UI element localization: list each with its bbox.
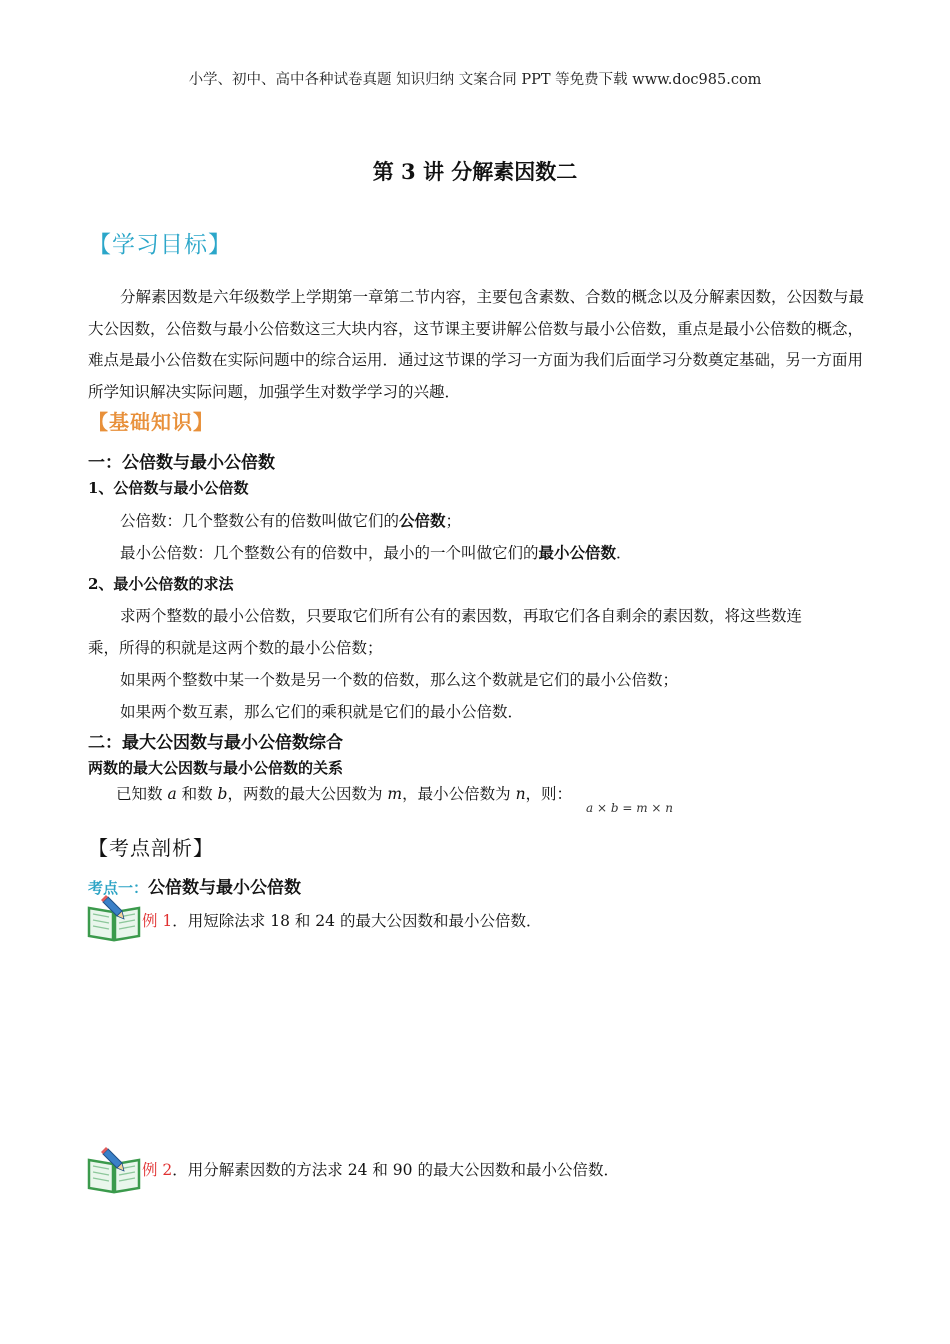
def2-term: 最小公倍数	[538, 543, 617, 562]
part1-title: 一：公倍数与最小公倍数	[88, 453, 275, 473]
relation-statement	[116, 782, 572, 804]
example-1-label: 例 1	[142, 912, 173, 930]
part1-sub1: 1、公倍数与最小公倍数	[88, 479, 249, 497]
var-n: n	[515, 785, 526, 803]
definition-common-multiple	[120, 509, 461, 531]
def2-end: ．	[616, 544, 632, 562]
basic-knowledge-heading: 【基础知识】	[88, 410, 214, 434]
example-2-text: ．用分解素因数的方法求 24 和 90 的最大公因数和最小公倍数．	[172, 1161, 619, 1179]
def1-text: 公倍数：几个整数公有的倍数叫做它们的	[120, 512, 400, 530]
part1-sub2: 2、最小公倍数的求法	[88, 575, 234, 593]
example-2-label: 例 2	[142, 1161, 173, 1179]
relation-t1: 已知数	[116, 785, 168, 803]
example-1-text: ．用短除法求 18 和 24 的最大公因数和最小公倍数．	[172, 912, 542, 930]
book-pencil-icon	[86, 894, 142, 942]
def2-text: 最小公倍数：几个整数公有的倍数中，最小的一个叫做它们的	[120, 544, 539, 562]
example-1	[142, 909, 541, 931]
def1-end: ；	[445, 512, 462, 530]
method1-line2: 乘，所得的积就是这两个数的最小公倍数；	[88, 639, 383, 657]
def1-term: 公倍数	[399, 511, 446, 530]
point1-label: 考点一：	[88, 879, 149, 897]
objectives-paragraph: 分解素因数是六年级数学上学期第一章第二节内容，主要包含素数、合数的概念以及分解素因数，公因数与最大公因数，公倍数与最小公倍数这三大块内容，这节课主要讲解公倍数与最小公倍数，重点是最小公倍数的概念，难点是最小公倍数在实际问题中的综合运用．通过这节课的学习一方面为我们后面学习分数奠定基础，另一方面用所学知识解决实际问题，加强学生对数学学习的兴趣．	[88, 288, 865, 401]
part2-title: 二：最大公因数与最小公倍数综合	[88, 733, 343, 753]
point1-title: 公倍数与最小公倍数	[148, 878, 302, 898]
learning-objectives-heading: 【学习目标】	[88, 232, 232, 258]
method2: 如果两个整数中某一个数是另一个数的倍数，那么这个数就是它们的最小公倍数；	[120, 671, 679, 689]
page-header: 小学、初中、高中各种试卷真题 知识归纳 文案合同 PPT 等免费下载 www.doc985.com	[188, 72, 762, 88]
relation-formula: a × b = m × n	[586, 801, 673, 815]
method3: 如果两个数互素，那么它们的乘积就是它们的最小公倍数．	[120, 703, 524, 721]
var-b: b	[217, 785, 228, 803]
method1-line1: 求两个整数的最小公倍数，只要取它们所有公有的素因数，再取它们各自剩余的素因数，将这些数连	[120, 607, 803, 625]
book-pencil-icon	[86, 1146, 142, 1194]
page-title: 第 3 讲 分解素因数二	[372, 159, 578, 184]
part2-subtitle: 两数的最大公因数与最小公倍数的关系	[88, 759, 344, 777]
var-a: a	[167, 785, 177, 803]
relation-t2: 和数	[176, 785, 218, 803]
relation-t4: ，最小公倍数为	[402, 785, 516, 803]
definition-lcm	[120, 541, 632, 563]
example-2	[142, 1158, 619, 1180]
relation-t3: ，两数的最大公因数为	[227, 785, 388, 803]
var-m: m	[387, 785, 403, 803]
exam-analysis-heading: 【考点剖析】	[88, 836, 214, 860]
relation-t5: ，则：	[525, 785, 573, 803]
